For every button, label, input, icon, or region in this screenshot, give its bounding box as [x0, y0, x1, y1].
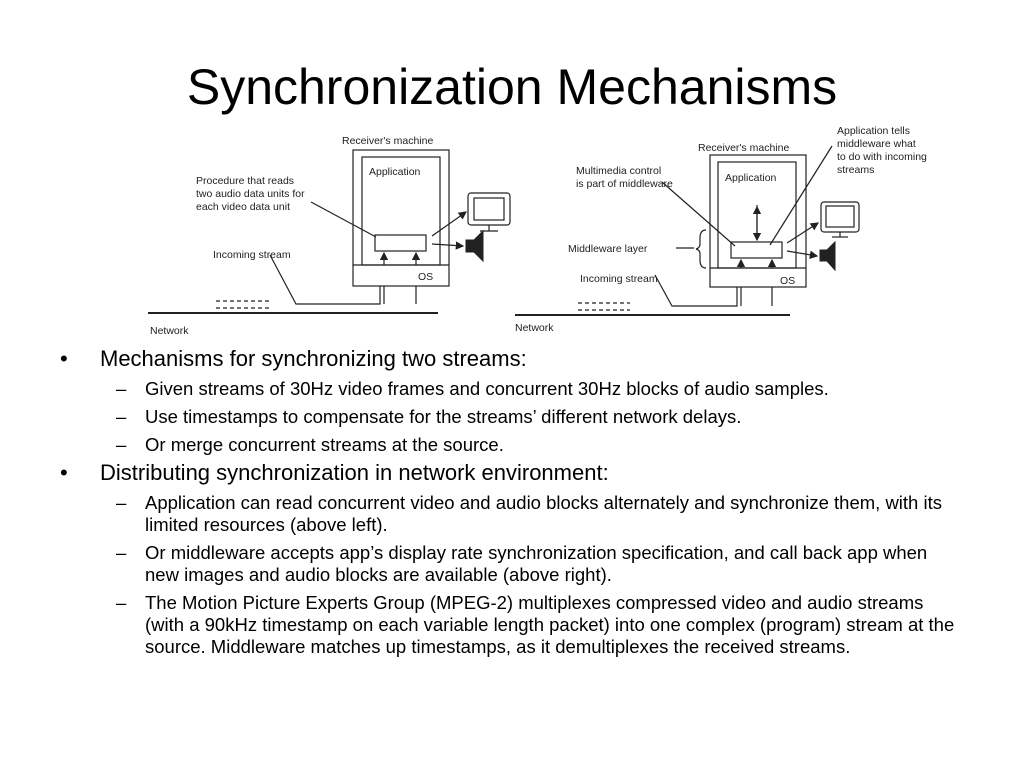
- bullet-item: [58, 459, 958, 486]
- right-tells-label-1: Application tells: [837, 125, 910, 137]
- right-incoming-label: Incoming stream: [580, 273, 658, 285]
- sub-bullet-item: [58, 406, 958, 428]
- sub-bullet-mark: –: [116, 492, 127, 513]
- right-diagram: [515, 146, 832, 315]
- right-control-label-1: Multimedia control: [576, 165, 662, 177]
- left-procedure-label-3: each video data unit: [196, 201, 290, 213]
- sub-bullet-mark: –: [116, 406, 127, 427]
- slide-title: Synchronization Mechanisms: [186, 59, 838, 115]
- right-middleware-box: [731, 242, 782, 258]
- sub-bullet-text: Or merge concurrent streams at the source.: [145, 434, 504, 455]
- synchronization-diagrams: [0, 120, 1024, 340]
- bullet-text: Distributing synchronization in network environment:: [100, 460, 609, 485]
- left-procedure-box: [375, 235, 426, 251]
- bullet-mark: •: [60, 346, 68, 371]
- sub-bullet-mark: –: [116, 434, 127, 455]
- sub-bullet-text: Use timestamps to compensate for the streams’ different network delays.: [145, 406, 742, 427]
- right-network-label: Network: [515, 322, 554, 334]
- bullet-item: [58, 345, 958, 372]
- right-monitor-icon: [821, 202, 859, 237]
- left-application-label: Application: [369, 166, 421, 178]
- left-monitor-icon: [468, 193, 510, 231]
- sub-bullet-text: Application can read concurrent video and audio blocks alternately and synchronize them, with its limited resources (above left).: [145, 492, 942, 535]
- right-os-label: OS: [780, 275, 796, 287]
- right-application-label: Application: [725, 172, 777, 184]
- sub-bullet-item: [58, 592, 958, 658]
- right-control-label-2: is part of middleware: [576, 178, 673, 190]
- bullet-list: [58, 342, 958, 658]
- sub-bullet-mark: –: [116, 542, 127, 563]
- right-receiver-label: Receiver's machine: [698, 142, 790, 154]
- left-os-label: OS: [418, 271, 434, 283]
- right-tells-label-3: to do with incoming: [837, 151, 927, 163]
- right-middleware-label: Middleware layer: [568, 243, 648, 255]
- sub-bullet-item: [58, 542, 958, 586]
- left-network-label: Network: [150, 325, 189, 337]
- sub-bullet-mark: –: [116, 592, 127, 613]
- left-procedure-label-1: Procedure that reads: [196, 175, 295, 187]
- left-procedure-label-2: two audio data units for: [196, 188, 305, 200]
- right-tells-label-4: streams: [837, 164, 875, 176]
- left-receiver-label: Receiver's machine: [342, 135, 434, 147]
- bullet-mark: •: [60, 460, 68, 485]
- bullet-text: Mechanisms for synchronizing two streams:: [100, 346, 527, 371]
- left-incoming-label: Incoming stream: [213, 249, 291, 261]
- left-speaker-icon: [466, 231, 483, 261]
- right-tells-label-2: middleware what: [837, 138, 916, 150]
- sub-bullet-text: Given streams of 30Hz video frames and concurrent 30Hz blocks of audio samples.: [145, 378, 829, 399]
- right-speaker-icon: [820, 242, 835, 270]
- sub-bullet-item: [58, 434, 958, 456]
- sub-bullet-text: Or middleware accepts app’s display rate synchronization specification, and call back app when new images and audio blocks are available (above right).: [145, 542, 928, 585]
- sub-bullet-item: [58, 492, 958, 536]
- sub-bullet-text: The Motion Picture Experts Group (MPEG-2) multiplexes compressed video and audio streams (with a 90kHz timestamp on each variable length packet) into one complex (program) stream at the source. Middleware matches up timestamps, as it demultiplexes the received streams.: [145, 592, 955, 657]
- sub-bullet-mark: –: [116, 378, 127, 399]
- sub-bullet-item: [58, 378, 958, 400]
